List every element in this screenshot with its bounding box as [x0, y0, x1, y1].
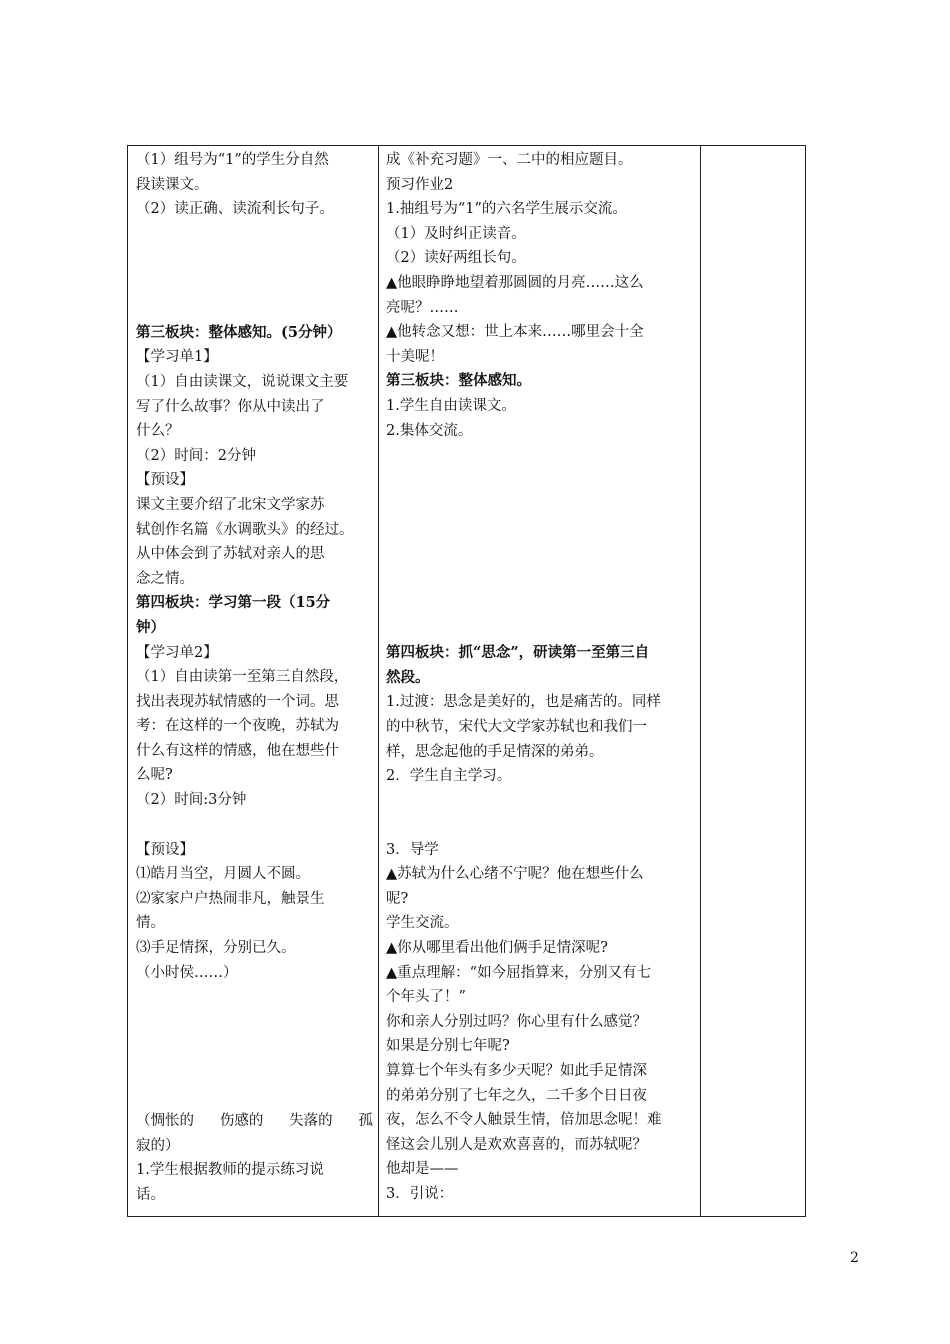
text-line: 【学习单2】: [136, 644, 218, 661]
text-line: 夜，怎么不令人触景生情，倍加思念呢！难: [386, 1112, 662, 1129]
text-line: ▲他转念又想：世上本来……哪里会十全: [386, 324, 644, 341]
preset-label: 【预设】: [136, 841, 194, 858]
text-line: 情。: [136, 915, 165, 932]
text-line: 考：在这样的一个夜晚，苏轼为: [136, 718, 339, 735]
text-line: 1.过渡：思念是美好的，也是痛苦的。同样: [386, 694, 661, 711]
text-line: （2）时间：2分钟: [136, 447, 256, 464]
text-line: 3．导学: [386, 841, 439, 858]
text-line: （1）组号为“1”的学生分自然: [136, 152, 329, 168]
text-line: 什么有这样的情感，他在想些什: [136, 742, 339, 759]
student-activity-column: [136, 148, 373, 1208]
emotion-word: 孤: [358, 1113, 373, 1130]
text-line: （2）读正确、读流利长句子。: [136, 201, 334, 218]
text-line: 你和亲人分别过吗？你心里有什么感觉？: [386, 1013, 647, 1030]
text-line: ▲他眼睁睁地望着那圆圆的月亮……这么: [386, 274, 644, 291]
section-heading: 然段。: [386, 668, 430, 686]
text-line: 什么？: [136, 423, 180, 440]
text-line: 课文主要介绍了北宋文学家苏: [136, 496, 325, 513]
text-line: 2．学生自主学习。: [386, 768, 512, 785]
text-line: 呢?: [386, 890, 409, 907]
text-line: （小时侯……）: [136, 964, 238, 981]
text-line: 轼创作名篇《水调歌头》的经过。: [136, 521, 354, 538]
text-line: ▲苏轼为什么心绪不宁呢？他在想些什么: [386, 866, 644, 883]
text-line: 的中秋节，宋代大文学家苏轼也和我们一: [386, 718, 647, 735]
text-line: 寂的）: [136, 1137, 180, 1154]
text-line: 话。: [136, 1187, 165, 1203]
text-line: 样，思念起他的手足情深的弟弟。: [386, 743, 604, 760]
text-line: 亮呢？……: [386, 299, 459, 316]
text-line: 学生交流。: [386, 915, 459, 932]
text-line: 2.集体交流。: [386, 422, 473, 439]
text-line: ▲重点理解：“如今屈指算来，分别又有七: [386, 964, 652, 981]
text-line: 十美呢！: [386, 348, 444, 365]
section-heading: 第三板块：整体感知。: [386, 372, 531, 390]
text-line: ⑶手足情探，分别已久。: [136, 940, 296, 957]
text-line: 1.学生根据教师的提示练习说: [136, 1162, 324, 1179]
text-line: （1）及时纠正读音。: [386, 225, 526, 242]
text-line: 怪这会儿别人是欢欢喜喜的，而苏轼呢？: [386, 1136, 647, 1153]
text-line: 他却是——: [386, 1161, 459, 1178]
text-line: 念之情。: [136, 570, 194, 587]
text-line: 段读课文。: [136, 176, 209, 193]
section-heading: 第四板块：学习第一段（15分: [136, 594, 331, 612]
text-line: 么呢?: [136, 767, 173, 784]
emotion-word: 伤感的: [219, 1113, 264, 1130]
text-line: 如果是分别七年呢?: [386, 1038, 510, 1055]
text-line: ⑴皓月当空，月圆人不圆。: [136, 866, 310, 883]
lesson-plan-table: [127, 145, 806, 1217]
text-line: （1）自由读第一至第三自然段，: [136, 669, 349, 686]
text-line: 成《补充习题》一、二中的相应题目。: [386, 152, 633, 168]
text-line: 找出表现苏轼情感的一个词。思: [136, 693, 339, 710]
text-line: 写了什么故事？你从中读出了: [136, 398, 325, 415]
emotion-word: （惆怅的: [136, 1113, 194, 1130]
text-line: （2）读好两组长句。: [386, 250, 526, 267]
notes-column: [701, 146, 805, 1216]
text-line: ⑵家家户户热闹非凡，触景生: [136, 890, 325, 907]
text-line: 【学习单1】: [136, 349, 218, 366]
text-line: 个年头了！”: [386, 989, 466, 1006]
column-divider-1: [378, 146, 379, 1216]
text-line: 3．引说：: [386, 1186, 454, 1202]
emotion-word: 失落的: [289, 1113, 333, 1130]
text-line: 预习作业2: [386, 176, 454, 193]
text-line: 1.学生自由读课文。: [386, 397, 516, 414]
text-line: （1）自由读课文，说说课文主要: [136, 373, 349, 390]
text-line: 的弟弟分别了七年之久，二千多个日日夜: [386, 1087, 647, 1104]
teacher-activity-column: [386, 148, 696, 1207]
text-line: （2）时间:3分钟: [136, 792, 247, 809]
section-heading: 钟）: [136, 618, 165, 636]
section-heading: 第三板块：整体感知。(5分钟）: [136, 323, 342, 341]
page-number: 2: [850, 1250, 859, 1266]
preset-label: 【预设】: [136, 472, 194, 489]
text-line: 从中体会到了苏轼对亲人的思: [136, 546, 325, 563]
text-line: ▲你从哪里看出他们俩手足情深呢?: [386, 940, 608, 957]
text-line: 1.抽组号为“1”的六名学生展示交流。: [386, 201, 627, 218]
section-heading: 第四板块：抓“思念”，研读第一至第三自: [386, 644, 650, 662]
text-line: 算算七个年头有多少天呢？如此手足情深: [386, 1063, 647, 1080]
emotion-words-line: [136, 1109, 373, 1134]
